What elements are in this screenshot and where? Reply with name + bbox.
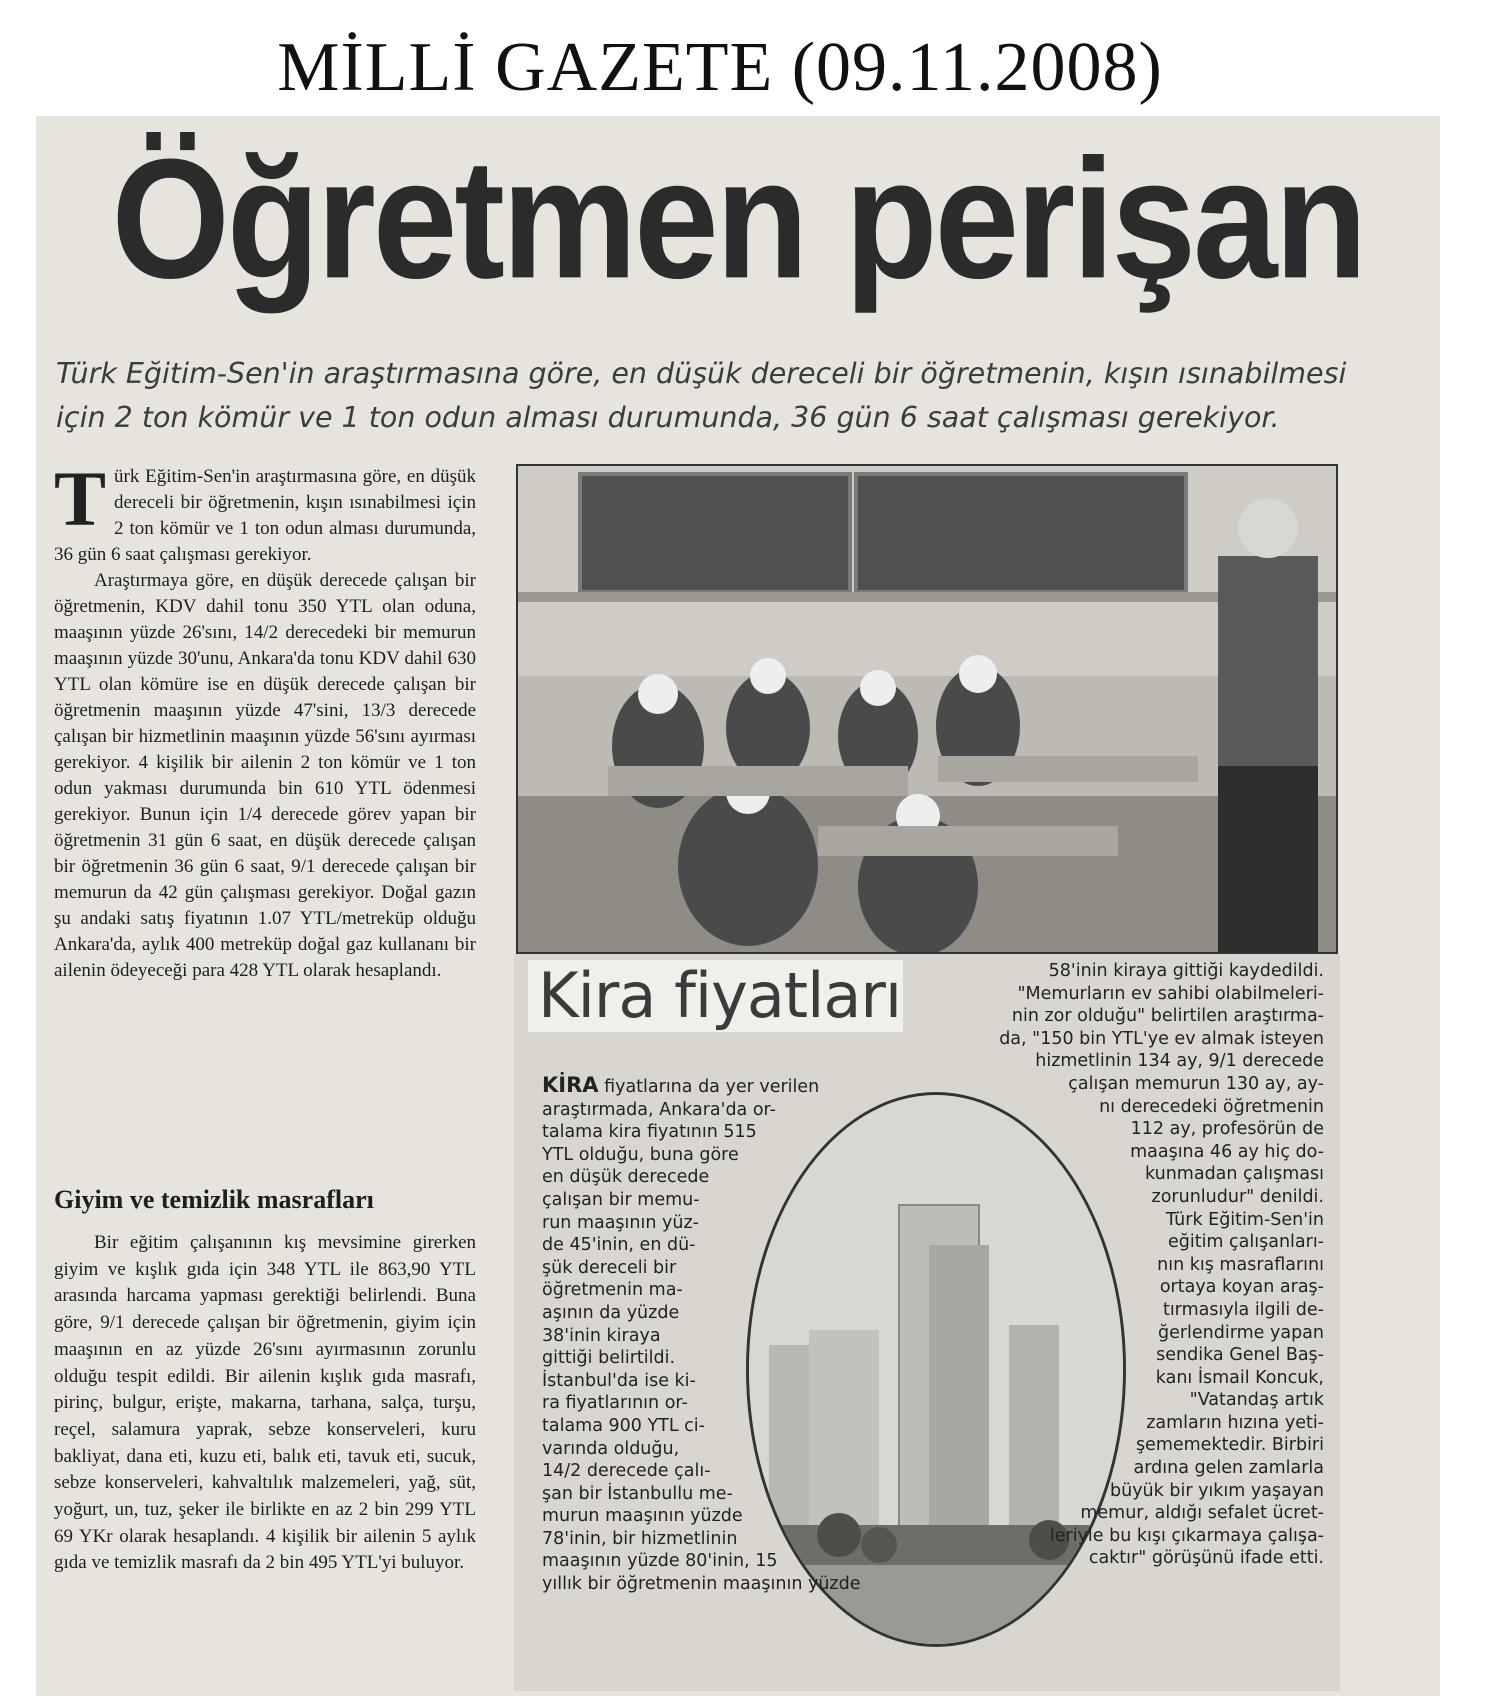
sidebar-right-line: tırmasıyla ilgili de- bbox=[1162, 1299, 1324, 1320]
sidebar-left-line: talama 900 YTL ci- bbox=[542, 1415, 705, 1436]
sidebar-left-line: öğretmenin ma- bbox=[542, 1280, 683, 1301]
sidebar-left-line: çalışan bir memu- bbox=[542, 1189, 700, 1210]
sidebar-left-line: YTL olduğu, buna göre bbox=[542, 1144, 739, 1165]
sidebar-left-line: en düşük derecede bbox=[542, 1167, 710, 1188]
sidebar-right-line: zamların hızına yeti- bbox=[1146, 1412, 1324, 1433]
subheading: Giyim ve temizlik masrafları bbox=[54, 1185, 374, 1214]
sidebar-right-line: eğitim çalışanları- bbox=[1167, 1232, 1324, 1253]
sidebar-left-line: murun maaşının yüzde bbox=[542, 1506, 743, 1527]
sidebar-right-line: ğerlendirme yapan bbox=[1157, 1322, 1324, 1343]
sidebar-left-line: ra fiyatlarının or- bbox=[542, 1393, 688, 1414]
paragraph-1-text: ürk Eğitim-Sen'in araştırmasına göre, en düşük dereceli bir öğretmenin, kışın ısınabilmesi için 2 ton kömür ve 1 ton odun alması durumunda, 36 gün 6 saat çalışması gerekiyor. bbox=[54, 466, 476, 565]
sidebar-right-line: kanı İsmail Koncuk, bbox=[1155, 1367, 1324, 1388]
sidebar-right-line: nı derecedeki öğretmenin bbox=[1099, 1096, 1324, 1117]
article-column-1b bbox=[54, 1230, 476, 1577]
sidebar-right-line: memur, aldığı sefalet ücret- bbox=[1080, 1503, 1324, 1524]
deck bbox=[56, 352, 1436, 440]
article-paragraph-1 bbox=[54, 455, 476, 568]
sidebar-right-line: sendika Genel Baş- bbox=[1156, 1345, 1324, 1366]
sidebar-left-line: talama kira fiyatının 515 bbox=[542, 1122, 757, 1143]
article-paragraph-3: Bir eğitim çalışanının kış mevsimine girerken giyim ve kışlık gıda için 348 YTL ile 863,90 YTL arasında harcama yapması gerektiği belirlendi. Buna göre, 9/1 derecede çalışan bir öğretmenin, giyim için maaşının en az yüzde 26'sını ayırmasının zorunlu olduğu tespit edildi. Bir ailenin kışlık gıda masrafı, pirinç, bulgur, erişte, makarna, tarhana, salça, turşu, reçel, salamura yaprak, sebze konserveleri, kuru bakliyat, dana eti, kuzu eti, balık eti, tavuk eti, sucuk, sebze konserveleri, kahvaltılık malzemeleri, yağ, süt, yoğurt, un, tuz, şeker ile birlikte en az 2 bin 299 YTL 69 YKr olarak hesaplandı. 4 kişilik bir ailenin 5 aylık gıda ve temizlik masrafı da 2 bin 495 YTL'yi buluyor. bbox=[54, 1232, 476, 1574]
sidebar-left-line: 38'inin kiraya bbox=[542, 1325, 661, 1346]
sidebar-left-line: şan bir İstanbullu me- bbox=[542, 1483, 733, 1504]
deck-line-1: Türk Eğitim-Sen'in araştırmasına göre, en düşük dereceli bir öğretmenin, kışın ısınabilmesi bbox=[56, 357, 1347, 390]
sidebar-left-line: yıllık bir öğretmenin maaşının yüzde bbox=[542, 1574, 861, 1595]
sidebar-right-line: büyük bir yıkım yaşayan bbox=[1110, 1480, 1324, 1501]
sidebar-right-line: da, "150 bin YTL'ye ev almak isteyen bbox=[999, 1028, 1324, 1049]
sidebar-left-line: 14/2 derecede çalı- bbox=[542, 1461, 711, 1482]
sidebar-left-line: gittiği belirtildi. bbox=[542, 1348, 676, 1369]
sidebar-right-line: zorunludur" denildi. bbox=[1151, 1186, 1324, 1207]
sidebar-right-line: kunmadan çalışması bbox=[1145, 1164, 1324, 1185]
sidebar-left-column bbox=[542, 1074, 872, 1596]
sidebar-right-line: şememektedir. Birbiri bbox=[1135, 1435, 1324, 1456]
sidebar-right-line: 112 ay, profesörün de bbox=[1130, 1119, 1324, 1140]
classroom-photo bbox=[516, 464, 1338, 954]
article-column-1 bbox=[54, 455, 476, 984]
sidebar-right-line: nın kış masraflarını bbox=[1157, 1254, 1324, 1275]
sidebar-right-line: ardına gelen zamlarla bbox=[1133, 1458, 1324, 1479]
rent-prices-sidebar bbox=[514, 954, 1340, 1691]
deck-line-2: için 2 ton kömür ve 1 ton odun alması durumunda, 36 gün 6 saat çalışması gerekiyor. bbox=[56, 401, 1280, 434]
headline: Öğretmen perişan bbox=[111, 123, 1365, 315]
sidebar-right-line: leriyle bu kışı çıkarmaya çalışa- bbox=[1049, 1525, 1324, 1546]
sidebar-left-line: İstanbul'da ise ki- bbox=[542, 1370, 696, 1391]
sidebar-right-line: "Vatandaş artık bbox=[1189, 1390, 1324, 1411]
sidebar-right-line: "Memurların ev sahibi olabilmeleri- bbox=[1017, 983, 1324, 1004]
sidebar-right-line: Türk Eğitim-Sen'in bbox=[1165, 1209, 1324, 1230]
sidebar-title: Kira fiyatları bbox=[528, 960, 903, 1032]
sidebar-left-line: de 45'inin, en dü- bbox=[542, 1235, 696, 1256]
sidebar-right-column bbox=[914, 960, 1324, 1570]
sidebar-left-line: aşının da yüzde bbox=[542, 1302, 680, 1323]
sidebar-left-line: maaşının yüzde 80'inin, 15 bbox=[542, 1551, 778, 1572]
sidebar-right-line: nin zor olduğu" belirtilen araştırma- bbox=[1011, 1006, 1324, 1027]
sidebar-right-line: çalışan memurun 130 ay, ay- bbox=[1068, 1073, 1324, 1094]
sidebar-right-line: ortaya koyan araş- bbox=[1159, 1277, 1324, 1298]
sidebar-left-line: varında olduğu, bbox=[542, 1438, 680, 1459]
sidebar-left-line: araştırmada, Ankara'da or- bbox=[542, 1099, 776, 1120]
sidebar-right-line: maaşına 46 ay hiç do- bbox=[1130, 1141, 1324, 1162]
sidebar-left-line: KİRA fiyatlarına da yer verilen bbox=[542, 1073, 820, 1097]
sidebar-left-line: run maaşının yüz- bbox=[542, 1212, 699, 1233]
drop-cap: T bbox=[54, 455, 107, 542]
sidebar-left-line: 78'inin, bir hizmetlinin bbox=[542, 1528, 738, 1549]
sidebar-right-line: 58'inin kiraya gittiği kaydedildi. bbox=[1048, 961, 1324, 981]
sidebar-right-line: caktır" görüşünü ifade etti. bbox=[1088, 1548, 1324, 1569]
sidebar-lead-word: KİRA bbox=[542, 1073, 599, 1097]
sidebar-right-line: hizmetlinin 134 ay, 9/1 derecede bbox=[1035, 1051, 1324, 1072]
article-paragraph-2: Araştırmaya göre, en düşük derecede çalışan bir öğretmenin, KDV dahil tonu 350 YTL olan oduna, maaşının yüzde 26'sını, 14/2 derecedeki bir memurun maaşının yüzde 30'unu, Ankara'da tonu KDV dahil 630 YTL olan kömüre ise en düşük derecede çalışan bir öğretmenin maaşının yüzde 47'sini, 13/3 derecede çalışan bir hizmetlinin maaşının yüzde 56'sını ayırması gerekiyor. 4 kişilik bir ailenin 2 ton kömür ve 1 ton odun yakması durumunda bin 610 YTL ödenmesi gerekiyor. Bunun için 1/4 derecede görev yapan bir öğretmenin 31 gün 6 saat, en düşük derecede çalışan bir öğretmenin 36 gün 6 saat, 9/1 derecede çalışan bir memurun da 42 gün çalışması gerekiyor. Doğal gazın şu andaki satış fiyatının 1.07 YTL/metreküp olduğu Ankara'da, aylık 400 metreküp doğal gaz kullananı bir ailenin ödeyeceği para 428 YTL olarak hesaplandı. bbox=[54, 570, 476, 981]
masthead-title: MİLLİ GAZETE (09.11.2008) bbox=[277, 29, 1163, 106]
newspaper-clipping bbox=[36, 116, 1440, 1696]
sidebar-left-line: şük dereceli bir bbox=[542, 1257, 677, 1278]
